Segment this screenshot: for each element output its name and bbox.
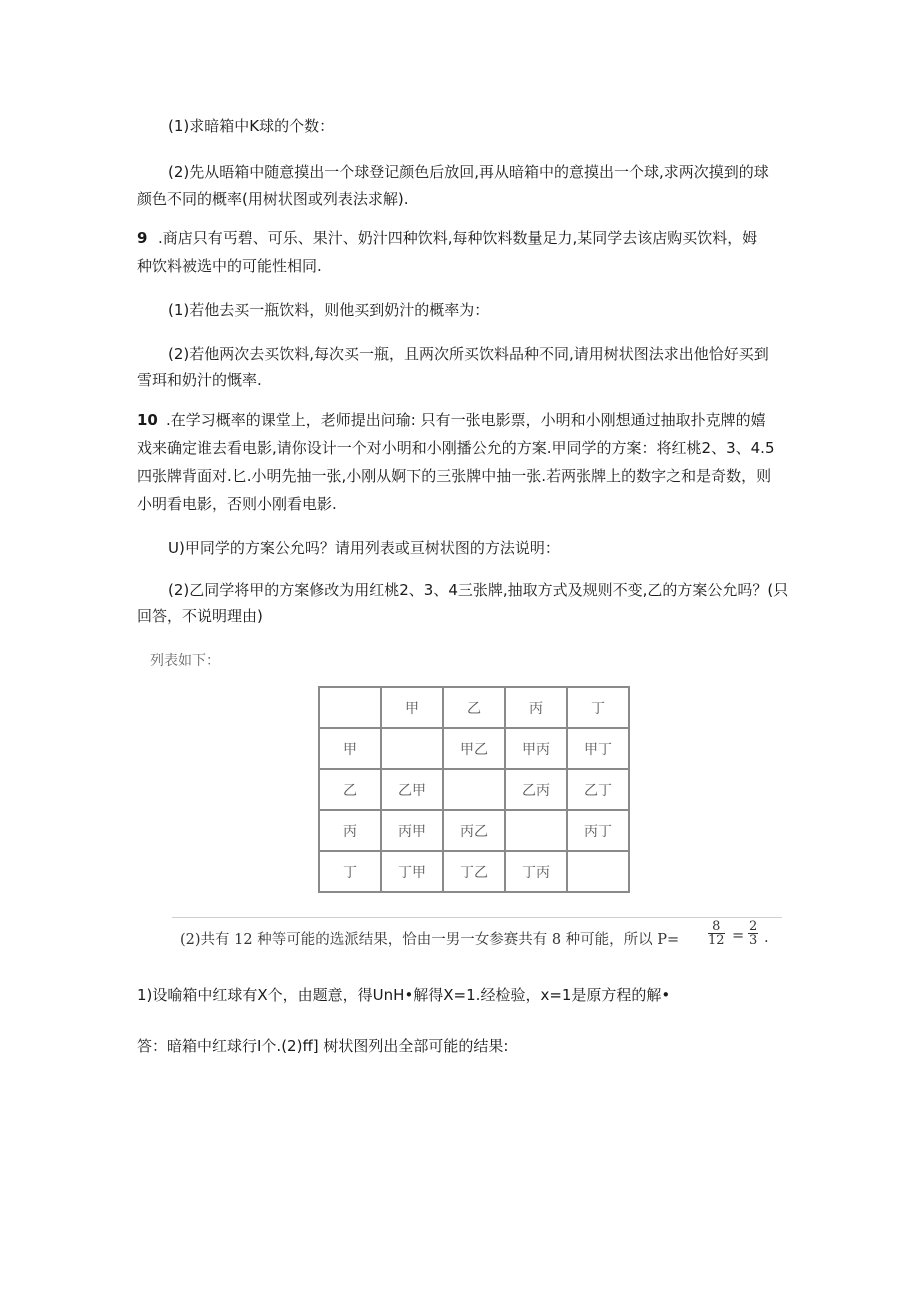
table-row xyxy=(319,851,629,892)
table-cell: 丁乙 xyxy=(443,851,505,892)
q9-line1: .商店只有丐碧、可乐、果汁、奶汁四种饮料,每种饮料数量足力,某同学去该店购买饮料，姆 xyxy=(158,229,758,247)
q8-part1: (1)求暗箱中K球的个数： xyxy=(168,117,335,135)
fraction-2-3 xyxy=(748,920,758,947)
q9-line2: 种饮料被选中的可能性相同. xyxy=(137,257,322,275)
table-row xyxy=(319,728,629,769)
q9-number: 9 xyxy=(137,229,148,247)
q8-part2-line1: (2)先从晤箱中随意摸出一个球登记颜色后放回,再从暗箱中的意摸出一个球,求两次摸到的球 xyxy=(168,163,769,181)
q8-part2-line2: 颜色不同的概率(用树状图或列表法求解). xyxy=(137,190,409,208)
table-cell xyxy=(443,769,505,810)
table-row xyxy=(319,810,629,851)
table-cell: 甲丁 xyxy=(567,728,629,769)
table-cell: 丙甲 xyxy=(381,810,443,851)
table-cell xyxy=(319,687,381,728)
table-row xyxy=(319,687,629,728)
table-row xyxy=(319,769,629,810)
table-cell xyxy=(381,728,443,769)
table-cell: 丙丁 xyxy=(567,810,629,851)
scan-list-label: 列表如下： xyxy=(150,653,220,669)
fraction-numerator: 8 xyxy=(708,920,725,934)
q9-part2-line2: 雪珥和奶汁的慨率. xyxy=(137,371,262,389)
table-cell xyxy=(567,851,629,892)
table-cell: 乙 xyxy=(443,687,505,728)
fraction-8-12 xyxy=(708,920,725,947)
table-cell: 乙甲 xyxy=(381,769,443,810)
fraction-denominator: 12 xyxy=(708,933,725,948)
table-cell: 丁 xyxy=(567,687,629,728)
table-cell: 丁甲 xyxy=(381,851,443,892)
table-cell: 甲 xyxy=(381,687,443,728)
q10-line4: 小明看电影，否则小刚看电影. xyxy=(137,495,337,513)
table-cell: 乙丙 xyxy=(505,769,567,810)
outcome-table xyxy=(318,686,630,893)
answer-line2: 答：暗箱中红球行I个.(2)ff] 树状图列出全部可能的结果: xyxy=(137,1037,509,1055)
q9-part2-line1: (2)若他两次去买饮料,每次买一瓶，且两次所买饮料品种不同,请用树状图法求出他恰好买到 xyxy=(168,345,769,363)
table-cell: 甲 xyxy=(319,728,381,769)
trailing-mark: . xyxy=(764,930,769,946)
summary-text: (2)共有 12 种等可能的选派结果，恰由一男一女参赛共有 8 种可能，所以 P= xyxy=(180,932,680,948)
table-cell: 丁 xyxy=(319,851,381,892)
q10-line1: .在学习概率的课堂上，老师提出问瑜: 只有一张电影票，小明和小刚想通过抽取扑克牌的嬉 xyxy=(166,411,766,429)
table-cell: 乙 xyxy=(319,769,381,810)
table-cell: 丙 xyxy=(319,810,381,851)
table-cell: 丙乙 xyxy=(443,810,505,851)
q10-number: 10 xyxy=(137,411,158,429)
probability-summary xyxy=(172,917,782,950)
q10-line2: 戏来确定谁去看电影,请你设计一个对小明和小刚播公允的方案.甲同学的方案：将红桃2、3、4.5 xyxy=(137,439,775,457)
q10-part2-line1: (2)乙同学将甲的方案修改为用红桃2、3、4三张牌,抽取方式及规则不变,乙的方案公允吗？(只 xyxy=(168,581,789,599)
table-cell: 乙丁 xyxy=(567,769,629,810)
table-cell: 甲丙 xyxy=(505,728,567,769)
q10-line3: 四张牌背面对.匕.小明先抽一张,小刚从婀下的三张牌中抽一张.若两张牌上的数字之和是奇数，则 xyxy=(137,467,772,485)
table-cell: 丁丙 xyxy=(505,851,567,892)
equals-sign: = xyxy=(732,928,745,944)
answer-line1: 1)设喻箱中红球有X个，由题意，得UnH•解得X=1.经检验，x=1是原方程的解• xyxy=(137,986,671,1004)
table-cell: 甲乙 xyxy=(443,728,505,769)
q9-part1: (1)若他去买一瓶饮料，则他买到奶汁的概率为： xyxy=(168,301,490,319)
table-cell xyxy=(505,810,567,851)
table-cell: 丙 xyxy=(505,687,567,728)
q10-part2-line2: 回答，不说明理由) xyxy=(137,607,263,625)
fraction-denominator: 3 xyxy=(749,933,758,948)
fraction-numerator: 2 xyxy=(749,919,758,934)
q10-part1: U)甲同学的方案公允吗？请用列表或亘树状图的方法说明： xyxy=(168,539,560,557)
